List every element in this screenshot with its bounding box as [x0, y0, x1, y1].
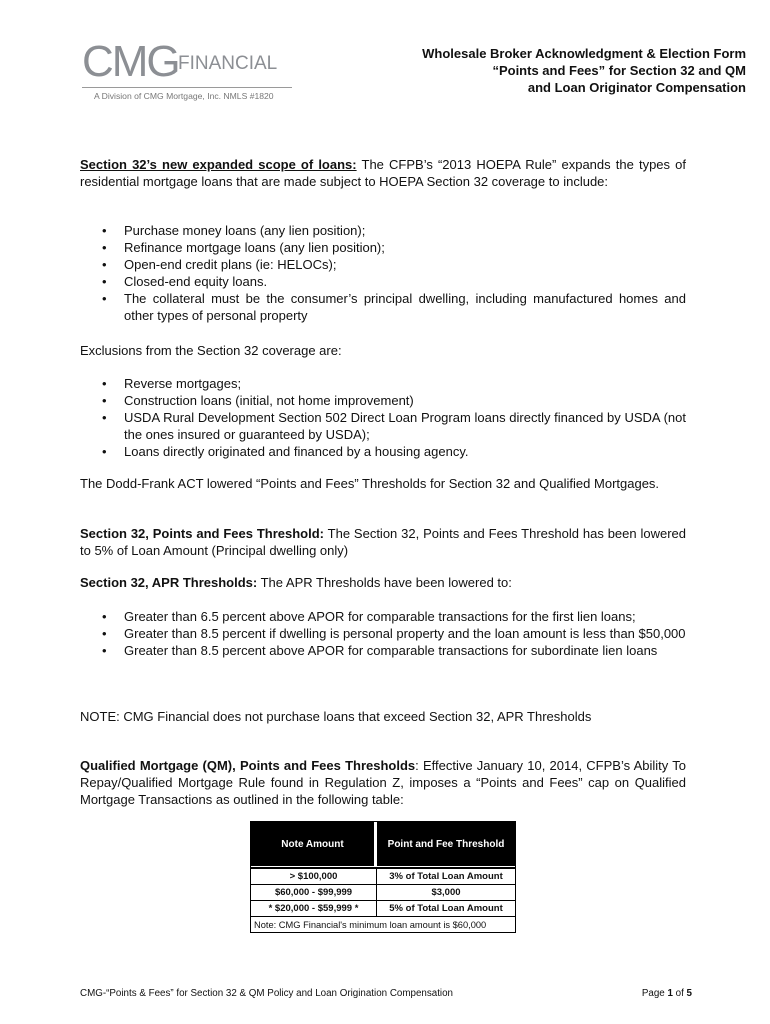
- table-cell: 5% of Total Loan Amount: [389, 903, 503, 914]
- page-number: [642, 988, 692, 999]
- apr-heading: Section 32, APR Thresholds:: [80, 575, 258, 590]
- footer-title: CMG-“Points & Fees” for Section 32 & QM Policy and Loan Origination Compensation: [80, 988, 453, 999]
- threshold-heading: Section 32, Points and Fees Threshold:: [80, 526, 325, 541]
- logo-divider: [82, 87, 292, 88]
- list-item: • Reverse mortgages;: [80, 375, 686, 392]
- list-item: • Purchase money loans (any lien position);: [80, 222, 686, 239]
- logo-tagline: A Division of CMG Mortgage, Inc. NMLS #1820: [94, 91, 274, 101]
- table-cell: $3,000: [431, 887, 461, 898]
- title-line-3: and Loan Originator Compensation: [527, 80, 746, 95]
- intro-paragraph: [80, 156, 686, 190]
- list-item: • Greater than 8.5 percent above APOR for comparable transactions for subordinate lien loans: [80, 642, 686, 659]
- table-header-row: [251, 822, 515, 866]
- current-page: 1: [667, 988, 673, 999]
- qm-heading: Qualified Mortgage (QM), Points and Fees Thresholds: [80, 758, 416, 773]
- logo-financial-text: FINANCIAL: [178, 53, 278, 74]
- table-row: [251, 867, 515, 884]
- list-item: • Refinance mortgage loans (any lien position);: [80, 239, 686, 256]
- company-logo: [82, 38, 297, 108]
- exclusions-list: [80, 375, 686, 460]
- table-cell: * $20,000 - $59,999 *: [251, 901, 377, 916]
- page-of-label: of: [672, 988, 687, 999]
- exclusions-intro: Exclusions from the Section 32 coverage are:: [80, 343, 342, 358]
- qm-text: : Effective January 10, 2014, CFPB’s Ability To Repay/Qualified Mortgage Rule found in Regulation Z, imposes a “Points and Fees” cap on Qualified Mortgage Transactions as outlined in the following table:: [80, 758, 686, 807]
- intro-heading: Section 32’s new expanded scope of loans:: [80, 157, 357, 172]
- scope-list: [80, 222, 686, 324]
- note-paragraph: NOTE: CMG Financial does not purchase loans that exceed Section 32, APR Thresholds: [80, 709, 592, 724]
- total-pages: 5: [686, 988, 692, 999]
- list-item: • Greater than 8.5 percent if dwelling is personal property and the loan amount is less than $50,000: [80, 625, 686, 642]
- table-cell: 3% of Total Loan Amount: [389, 871, 503, 882]
- logo-cmg-text: CMG: [82, 37, 179, 86]
- document-title: [422, 45, 746, 96]
- table-row: [251, 900, 515, 916]
- apr-paragraph: [80, 574, 686, 591]
- list-item: • The collateral must be the consumer’s principal dwelling, including manufactured homes and other types of personal property: [80, 290, 686, 324]
- qm-paragraph: [80, 757, 686, 808]
- intro-text: The CFPB’s “2013 HOEPA Rule” expands the types of residential mortgage loans that are made subject to HOEPA Section 32 coverage to include:: [80, 157, 686, 189]
- table-note: Note: CMG Financial's minimum loan amount is $60,000: [251, 916, 515, 932]
- threshold-text: The Section 32, Points and Fees Threshold has been lowered to 5% of Loan Amount (Principal dwelling only): [80, 526, 687, 558]
- list-item: • Open-end credit plans (ie: HELOCs);: [80, 256, 686, 273]
- table-row: [251, 884, 515, 900]
- apr-text: The APR Thresholds have been lowered to:: [257, 575, 512, 590]
- list-item: • Loans directly originated and financed by a housing agency.: [80, 443, 686, 460]
- table-cell: > $100,000: [251, 869, 377, 884]
- list-item: • Greater than 6.5 percent above APOR for comparable transactions for the first lien loans;: [80, 608, 686, 625]
- threshold-paragraph: [80, 525, 686, 559]
- list-item: • Construction loans (initial, not home improvement): [80, 392, 686, 409]
- dodd-frank-paragraph: The Dodd-Frank ACT lowered “Points and Fees” Thresholds for Section 32 and Qualified Mortgages.: [80, 476, 660, 491]
- table-cell: $60,000 - $99,999: [251, 885, 377, 900]
- list-item: • Closed-end equity loans.: [80, 273, 686, 290]
- qm-threshold-table: [250, 821, 516, 933]
- page-label: Page: [641, 988, 668, 999]
- list-item: • USDA Rural Development Section 502 Direct Loan Program loans directly financed by USDA (not the ones insured or guaranteed by USDA);: [80, 409, 686, 443]
- table-header-threshold: Point and Fee Threshold: [377, 822, 515, 866]
- title-line-2: “Points and Fees” for Section 32 and QM: [492, 63, 746, 78]
- apr-list: [80, 608, 686, 659]
- table-header-note-amount: Note Amount: [251, 822, 377, 866]
- title-line-1: Wholesale Broker Acknowledgment & Election Form: [422, 46, 746, 61]
